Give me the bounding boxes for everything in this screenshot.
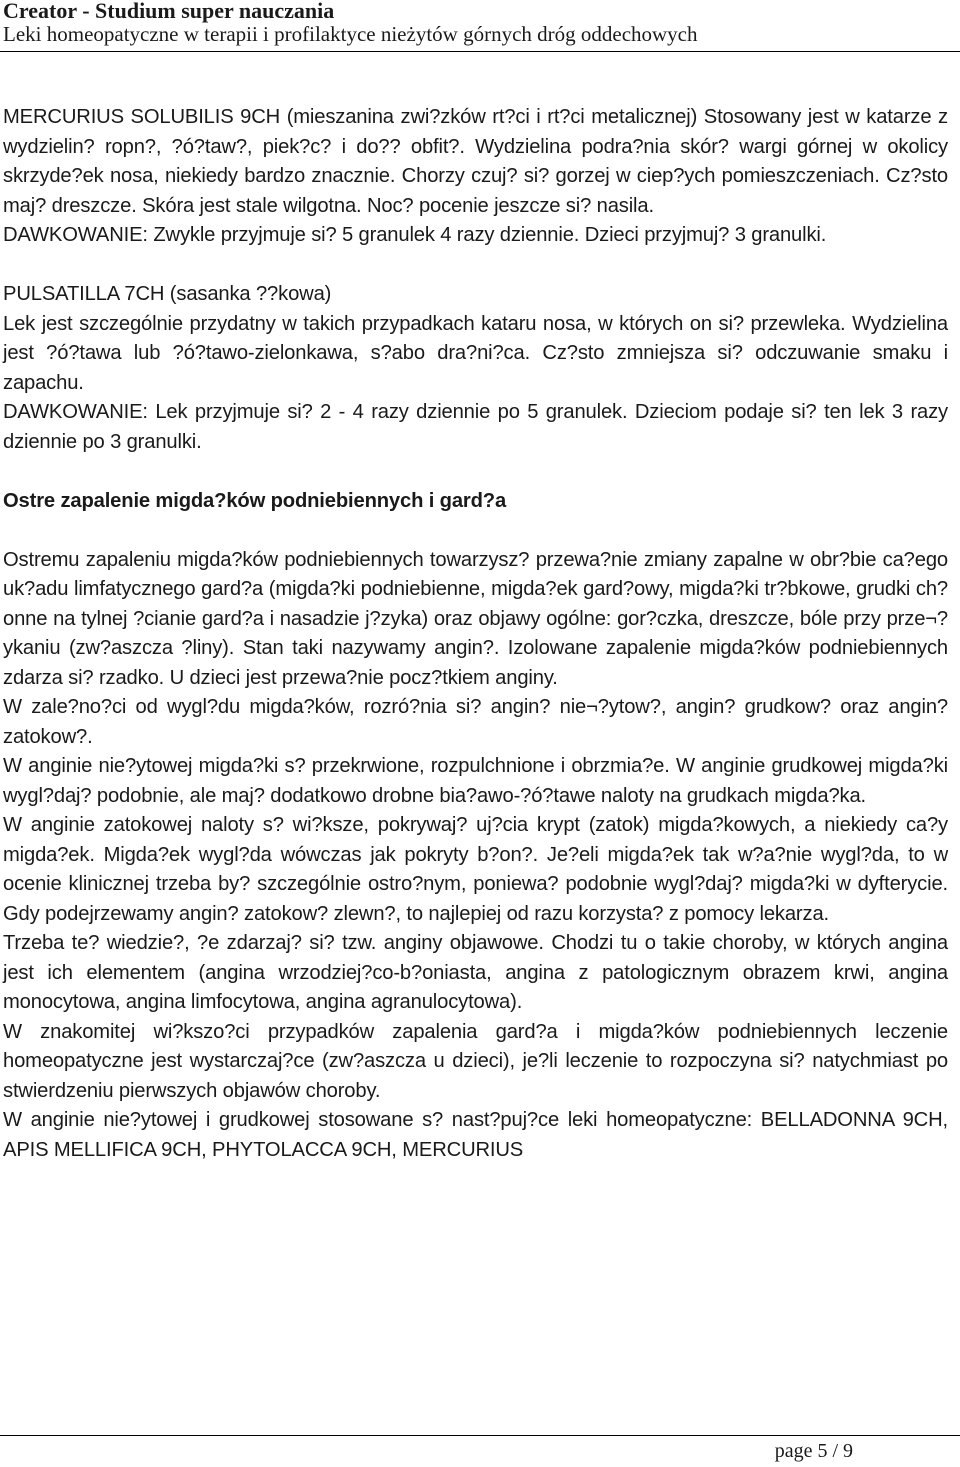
section-paragraph: Ostremu zapaleniu migda?ków podniebiennych towarzysz? przewa?nie zmiany zapalne w obr?bie ca?ego uk?adu limfatycznego gard?a (migda?ki podniebienne, migda?ek gard?owy, migda?ki tr?bkowe, grudki ch?onne na tylnej ?cianie gard?a i nasadzie j?zyka) oraz objawy ogólne: gor?czka, dreszcze, bóle przy prze¬?ykaniu (zw?aszcza ?liny). Stan taki nazywamy angin?. Izolowane zapalenie migda?ków podniebiennych zdarza si? rzadko. U dzieci jest przewa?nie pocz?tkiem anginy. — [3, 548, 948, 689]
page-number: page 5 / 9 — [774, 1440, 853, 1462]
section-paragraph: W znakomitej wi?kszo?ci przypadków zapalenia gard?a i migda?ków podniebiennych leczenie homeopatyczne jest wystarczaj?ce (zw?aszcza u dzieci), je?li leczenie to rozpoczyna si? natychmiast po stwierdzeniu pierwszych objawów choroby. — [3, 1020, 948, 1102]
header-subtitle: Leki homeopatyczne w terapii i profilaktyce nieżytów górnych dróg oddechowych — [3, 22, 698, 46]
header-title: Creator - Studium super nauczania — [3, 0, 335, 23]
document-body — [3, 103, 948, 1165]
section-paragraph: Trzeba te? wiedzie?, ?e zdarzaj? si? tzw. anginy objawowe. Chodzi tu o takie choroby, w których angina jest ich elementem (angina wrzodziej?co-b?oniasta, angina z patologicznym obrazem krwi, angina monocytowa, angina limfocytowa, angina agranulocytowa). — [3, 932, 948, 1013]
pulsatilla-dosage: DAWKOWANIE: Lek przyjmuje si? 2 - 4 razy dziennie po 5 granulek. Dzieciom podaje si? ten lek 3 razy dziennie po 3 granulki. — [3, 401, 948, 453]
mercurius-description: MERCURIUS SOLUBILIS 9CH (mieszanina zwi?zków rt?ci i rt?ci metalicznej) Stosowany jest w katarze z wydzielin? ropn?, ?ó?taw?, piek?c? i do?? obfit?. Wydzielina podra?nia skór? wargi górnej w okolicy skrzyde?ek nosa, niekiedy bardzo znacznie. Chorzy czuj? si? gorzej w ciep?ych pomieszczeniach. Cz?sto maj? dreszcze. Skóra jest stale wilgotna. Noc? pocenie jeszcze si? nasila. — [3, 106, 948, 217]
section-paragraph: W anginie nie?ytowej migda?ki s? przekrwione, rozpulchnione i obrzmia?e. W anginie grudkowej migda?ki wygl?daj? podobnie, ale maj? dodatkowo drobne bia?awo-?ó?tawe naloty na grudkach migda?ka. — [3, 755, 948, 807]
footer-divider — [0, 1435, 960, 1436]
page-header — [0, 0, 960, 52]
section-paragraph: W zale?no?ci od wygl?du migda?ków, rozró?nia si? angin? nie¬?ytow?, angin? grudkow? oraz angin? zatokow?. — [3, 696, 948, 748]
section-title: Ostre zapalenie migda?ków podniebiennych i gard?a — [3, 489, 507, 512]
pulsatilla-title: PULSATILLA 7CH (sasanka ??kowa) — [3, 283, 332, 305]
section-paragraph: W anginie zatokowej naloty s? wi?ksze, pokrywaj? uj?cia krypt (zatok) migda?kowych, a niekiedy ca?y migda?ek. Migda?ek wygl?da wówczas jak pokryty b?on?. Je?eli migda?ek tak w?a?nie wygl?da, to w ocenie klinicznej trzeba by? szczególnie ostro?nym, poniewa? podobnie wygl?daj? migda?ki w dyfterycie. Gdy podejrzewamy angin? zatokow? zlewn?, to najlepiej od razu korzysta? z pomocy lekarza. — [3, 814, 948, 925]
section-paragraph: W anginie nie?ytowej i grudkowej stosowane s? nast?puj?ce leki homeopatyczne: BELLADONNA 9CH, APIS MELLIFICA 9CH, PHYTOLACCA 9CH, MERCURIUS — [3, 1109, 948, 1161]
mercurius-dosage: DAWKOWANIE: Zwykle przyjmuje si? 5 granulek 4 razy dziennie. Dzieci przyjmuj? 3 granulki. — [3, 224, 827, 246]
header-divider — [0, 51, 960, 52]
pulsatilla-description: Lek jest szczególnie przydatny w takich przypadkach kataru nosa, w których on si? przewleka. Wydzielina jest ?ó?tawa lub ?ó?tawo-zielonkawa, s?abo dra?ni?ca. Cz?sto zmniejsza si? odczuwanie smaku i zapachu. — [3, 312, 948, 394]
